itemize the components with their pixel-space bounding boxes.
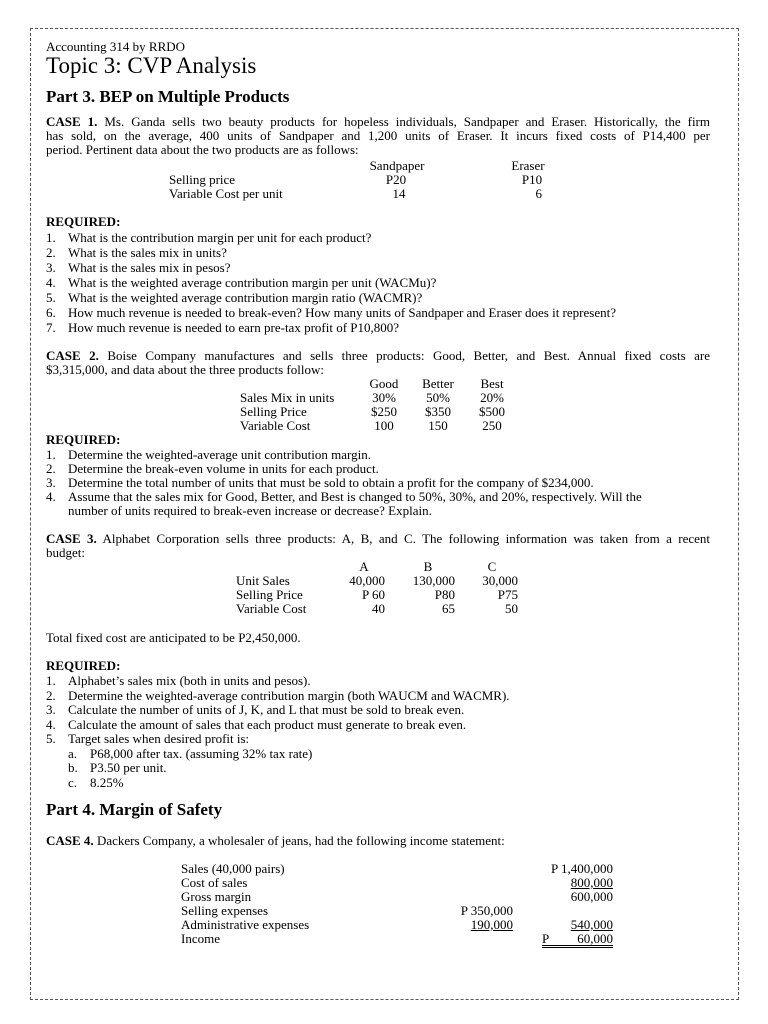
case3-line2: budget:	[46, 545, 85, 560]
list-item: 1. Determine the weighted-average unit contribution margin.	[46, 447, 371, 462]
statement-label: Income	[181, 931, 220, 946]
list-item: 1. Alphabet’s sales mix (both in units and pesos).	[46, 673, 311, 688]
case2-cell: $250	[371, 404, 397, 419]
case2-col-good: Good	[369, 376, 399, 391]
case2-cell: 150	[428, 418, 448, 433]
case2-cell: 20%	[480, 390, 504, 405]
course-label: Accounting 314 by RRDO	[46, 39, 186, 54]
list-item: 2. Determine the break-even volume in units for each product.	[46, 461, 379, 476]
case2-cell: 250	[482, 418, 502, 433]
part4-heading: Part 4. Margin of Safety	[46, 800, 223, 819]
case2-cell: 50%	[426, 390, 450, 405]
case3-intro	[46, 532, 710, 560]
case3-cell: 65	[442, 601, 455, 616]
list-item: 5. Target sales when desired profit is:	[46, 731, 250, 746]
case2-row-label: Variable Cost	[240, 418, 311, 433]
list-item: 7. How much revenue is needed to earn pre-tax profit of P10,800?	[46, 320, 400, 335]
case1-intro	[46, 115, 710, 157]
case2-intro	[46, 349, 710, 377]
list-item: 6. How much revenue is needed to break-even? How many units of Sandpaper and Eraser does it represent?	[46, 305, 616, 320]
case3-cell: 130,000	[412, 573, 455, 588]
part3-heading: Part 3. BEP on Multiple Products	[46, 87, 290, 106]
statement-value: P 1,400,000	[551, 861, 613, 876]
statement-label: Selling expenses	[181, 903, 269, 918]
sub-item: c. 8.25%	[68, 774, 124, 790]
case3-cell: P80	[434, 587, 455, 602]
list-item: 5. What is the weighted average contribution margin ratio (WACMR)?	[46, 290, 423, 305]
case3-col-a: A	[359, 559, 369, 574]
list-item: 3. Determine the total number of units that must be sold to obtain a profit for the company of $234,000.	[46, 475, 594, 490]
list-item: 4. Calculate the amount of sales that each product must generate to break even.	[46, 716, 467, 732]
case1-required-label: REQUIRED:	[46, 214, 121, 229]
statement-value: 600,000	[570, 889, 613, 904]
case3-row-label: Selling Price	[236, 587, 303, 602]
case1-row-label: Variable Cost per unit	[169, 186, 283, 201]
statement-value: 540,000	[570, 917, 613, 932]
case1-questions	[46, 231, 616, 336]
list-item: 4. Assume that the sales mix for Good, Better, and Best is changed to 50%, 30%, and 20%, respectively. Will the	[46, 489, 642, 504]
case1-cell: 14	[392, 186, 406, 201]
case3-cell: 50	[505, 601, 518, 616]
case1-col-eraser: Eraser	[511, 158, 545, 173]
case1-label: CASE 1.	[46, 114, 98, 129]
case2-cell: $350	[425, 404, 451, 419]
case2-line1: Boise Company manufactures and sells three products: Good, Better, and Best. Annual fixed costs are	[107, 348, 710, 363]
case2-cell: 100	[374, 418, 394, 433]
case4-intro	[46, 834, 505, 848]
case2-cell: 30%	[372, 390, 396, 405]
sub-item: a. P68,000 after tax. (assuming 32% tax rate)	[68, 745, 313, 761]
case2-col-best: Best	[480, 376, 504, 391]
case2-questions	[46, 448, 642, 518]
list-item: 3. What is the sales mix in pesos?	[46, 260, 231, 275]
case3-col-c: C	[487, 559, 497, 574]
case2-label: CASE 2.	[46, 348, 99, 363]
case3-required-label: REQUIRED:	[46, 658, 121, 673]
case1-col-sandpaper: Sandpaper	[369, 158, 425, 173]
statement-value: 190,000	[470, 917, 513, 932]
list-item: 2. What is the sales mix in units?	[46, 245, 227, 260]
case2-row-label: Selling Price	[240, 404, 307, 419]
statement-label: Gross margin	[181, 889, 252, 904]
statement-value: 800,000	[570, 875, 613, 890]
case1-cell: P20	[385, 172, 407, 187]
case4-label: CASE 4.	[46, 833, 94, 848]
case3-fixed-cost: Total fixed cost are anticipated to be P2,450,000.	[46, 630, 301, 645]
list-item: 1. What is the contribution margin per unit for each product?	[46, 230, 372, 245]
case2-line2: $3,315,000, and data about the three products follow:	[46, 362, 324, 377]
case3-row-label: Unit Sales	[236, 573, 290, 588]
case1-row-label: Selling price	[169, 172, 236, 187]
case3-label: CASE 3.	[46, 531, 97, 546]
page-title: Topic 3: CVP Analysis	[46, 53, 257, 78]
statement-label: Sales (40,000 pairs)	[181, 861, 285, 876]
statement-label: Cost of sales	[181, 875, 248, 890]
case1-line3: period. Pertinent data about the two products are as follows:	[46, 142, 359, 157]
case3-questions	[46, 674, 510, 790]
case3-cell: P 60	[362, 587, 385, 602]
case3-cell: 40,000	[349, 573, 385, 588]
list-item-continued: number of units required to break-even increase or decrease? Explain.	[68, 503, 432, 518]
case4-text: Dackers Company, a wholesaler of jeans, had the following income statement:	[96, 833, 505, 848]
case3-cell: P75	[497, 587, 518, 602]
list-item: 4. What is the weighted average contribution margin per unit (WACMu)?	[46, 275, 437, 290]
case1-line1: Ms. Ganda sells two beauty products for hopeless individuals, Sandpaper and Eraser. Historically, the firm	[104, 114, 710, 129]
sub-item: b. P3.50 per unit.	[68, 760, 167, 775]
case1-cell: P10	[521, 172, 543, 187]
case1-cell: 6	[535, 186, 542, 201]
list-item: 2. Determine the weighted-average contribution margin (both WAUCM and WACMR).	[46, 687, 510, 703]
case2-cell: $500	[479, 404, 505, 419]
case2-col-better: Better	[422, 376, 454, 391]
case3-row-label: Variable Cost	[236, 601, 307, 616]
case3-line1: Alphabet Corporation sells three products: A, B, and C. The following information was taken from a recent	[102, 531, 710, 546]
statement-value: P 350,000	[460, 903, 513, 918]
case3-cell: 40	[372, 601, 385, 616]
statement-total	[542, 932, 613, 948]
case1-line2: has sold, on the average, 400 units of Sandpaper and 1,200 units of Eraser. It incurs fixed costs of P14,400 per	[46, 128, 710, 143]
case2-row-label: Sales Mix in units	[240, 390, 335, 405]
case3-col-b: B	[423, 559, 433, 574]
statement-value: 60,000	[577, 931, 613, 946]
statement-label: Administrative expenses	[181, 917, 310, 932]
case2-required-label: REQUIRED:	[46, 432, 121, 447]
peso-sign: P	[542, 931, 550, 946]
case3-cell: 30,000	[482, 573, 518, 588]
list-item: 3. Calculate the number of units of J, K, and L that must be sold to break even.	[46, 702, 465, 717]
